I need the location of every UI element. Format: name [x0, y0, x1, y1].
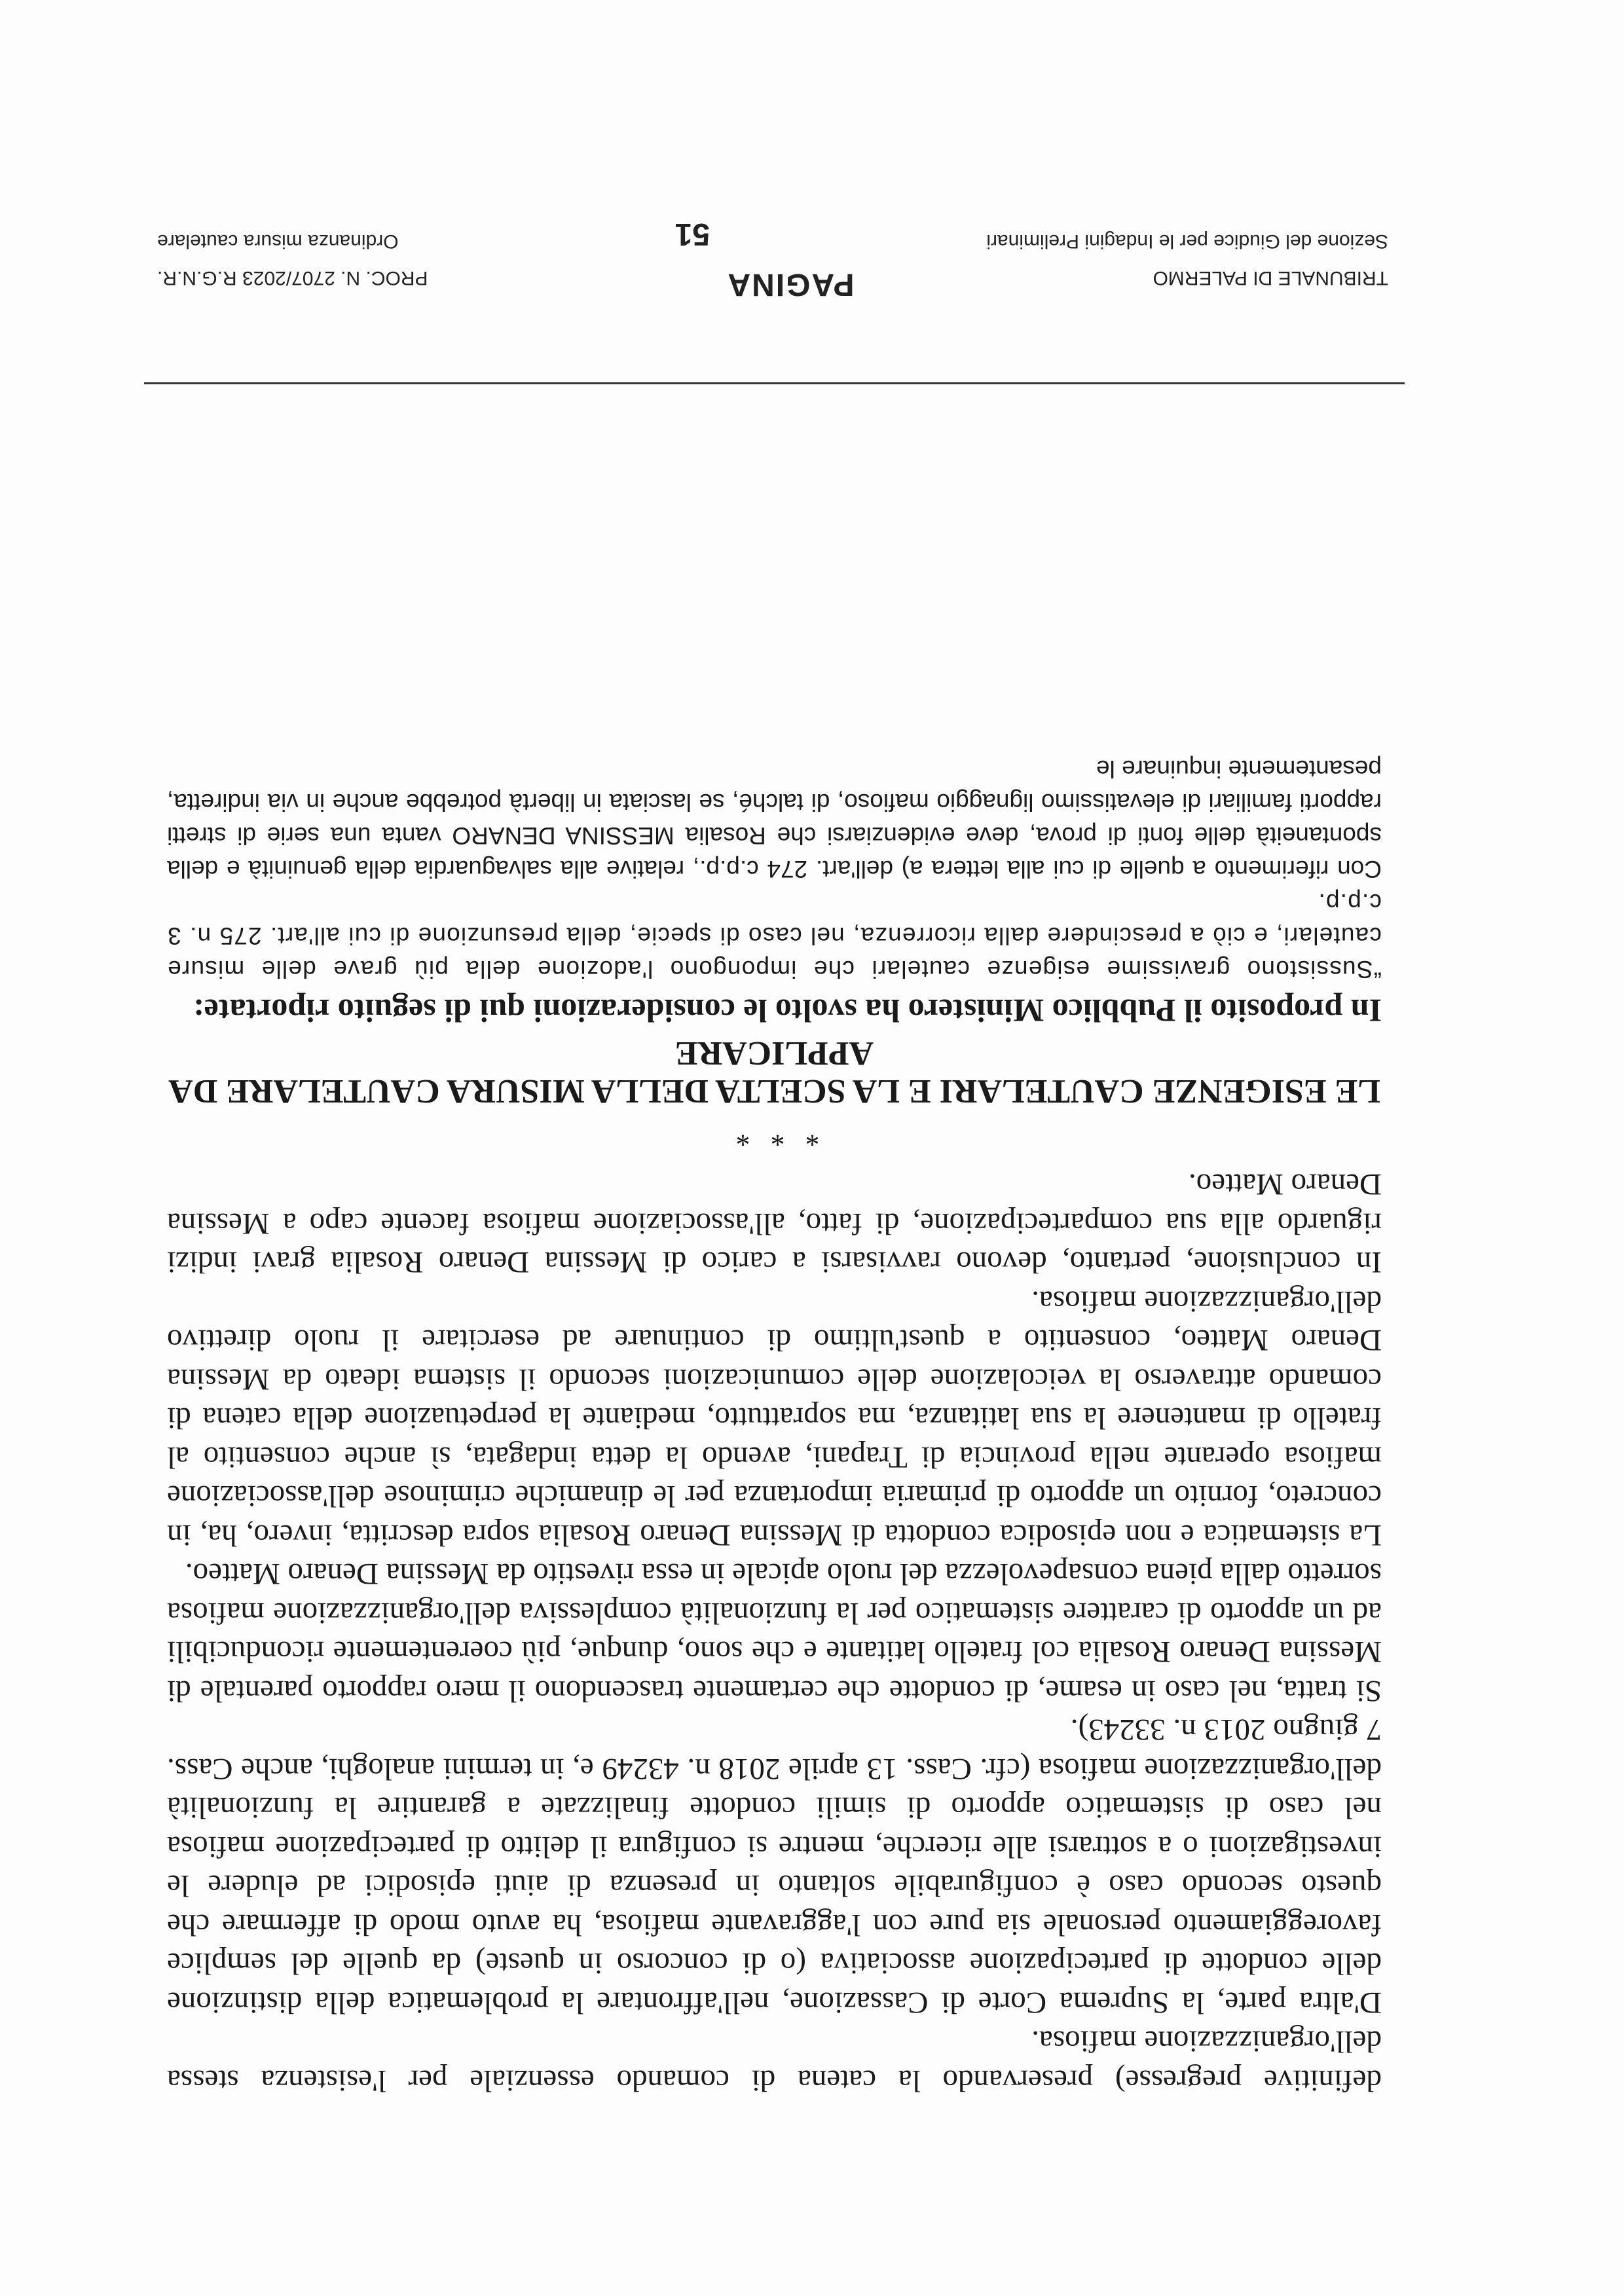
- paragraph: La sistematica e non episodica condotta di Messina Denaro Rosalia sopra descritta, invero, ha, in concreto, fornito un apporto di primaria importanza per le dinamiche criminose dell'associazione mafiosa operante nella provincia di Trapani, avendo la detta indagata, sì anche consentito al fratello di mantenere la sua latitanza, ma soprattutto, mediante la perpetuazione della catena di comando attraverso la veicolazione delle comunicazioni secondo il sistema ideato da Messina Denaro Matteo, consentito a quest'ultimo di continuare ad esercitare il ruolo direttivo dell'organizzazione mafiosa.: [167, 1285, 1382, 1552]
- paragraph: D'altra parte, la Suprema Corte di Cassazione, nell'affrontare la problematica della distinzione delle condotte di partecipazione associativa (o di concorso in queste) da quelle del semplice favoreggiamento personale sia pure con l'aggravante mafiosa, ha avuto modo di affermare che questo secondo caso è configurabile soltanto in presenza di aiuti episodici ad eludere le investigazioni o a sottrarsi alle ricerche, mentre si configura il delitto di partecipazione mafiosa nel caso di sistematico apporto di simili condotte finalizzate a garantire la funzionalità dell'organizzazione mafiosa (cfr. Cass. 13 aprile 2018 n. 43249 e, in termini analoghi, anche Cass. 7 giugno 2013 n. 33243).: [167, 1713, 1382, 2020]
- section-separator: * * *: [729, 1120, 820, 1152]
- quoted-text: [167, 753, 1382, 987]
- paragraph: definitive pregresse) preservando la catena di comando essenziale per l'esistenza stessa dell'organizzazione mafiosa.: [167, 2024, 1382, 2098]
- document-type: Ordinanza misura cautelare: [157, 230, 399, 252]
- quote-paragraph: “Sussistono gravissime esigenze cautelari che impongono l'adozione della più grave delle misure cautelari, e ciò a prescindere dalla ricorrenza, nel caso di specie, della presunzione di cui all'art. 275 n. 3 c.p.p.: [167, 889, 1382, 983]
- proceeding-number: PROC. N. 2707/2023 R.G.N.R.: [157, 267, 428, 289]
- document-body: [167, 753, 1382, 2100]
- court-section: Sezione del Giudice per le Indagini Preliminari: [986, 230, 1388, 252]
- page-label: PAGINA: [726, 267, 855, 302]
- quote-paragraph: Con riferimento a quelle di cui alla lettera a) dell'art. 274 c.p.p., relative alla salvaguardia della genuinità e della spontaneità delle fonti di prova, deve evidenziarsi che Rosalia MESSINA DENARO vanta una serie di stretti rapporti familiari di elevatissimo lignaggio mafioso, di talché, se lasciata in libertà potrebbe anche in via indiretta, pesantemente inquinare le: [167, 756, 1382, 883]
- page-header: [157, 185, 1388, 302]
- paragraph: In conclusione, pertanto, devono ravvisarsi a carico di Messina Denaro Rosalia gravi indizi riguardo alla sua compartecipazione, di fatto, all'associazione mafiosa facente capo a Messina Denaro Matteo.: [167, 1167, 1382, 1280]
- header-divider: [144, 382, 1405, 384]
- paragraph: Si tratta, nel caso in esame, di condotte che certamente trascendono il mero rapporto parentale di Messina Denaro Rosalia col fratello latitante e che sono, dunque, più coerentemente riconducibili ad un apporto di carattere sistematico per la funzionalità complessiva dell'organizzazione mafiosa sorretto dalla piena consapevolezza del ruolo apicale in essa rivestito da Messina Denaro Matteo.: [167, 1557, 1382, 1708]
- court-name: TRIBUNALE DI PALERMO: [1153, 267, 1388, 289]
- section-intro: In proposito il Pubblico Ministero ha svolto le considerazioni qui di seguito riportate:: [193, 993, 1382, 1030]
- page-number: 51: [674, 217, 710, 251]
- section-title: LE ESIGENZE CAUTELARI E LA SCELTA DELLA MISURA CAUTELARE DA APPLICARE: [168, 1034, 1380, 1110]
